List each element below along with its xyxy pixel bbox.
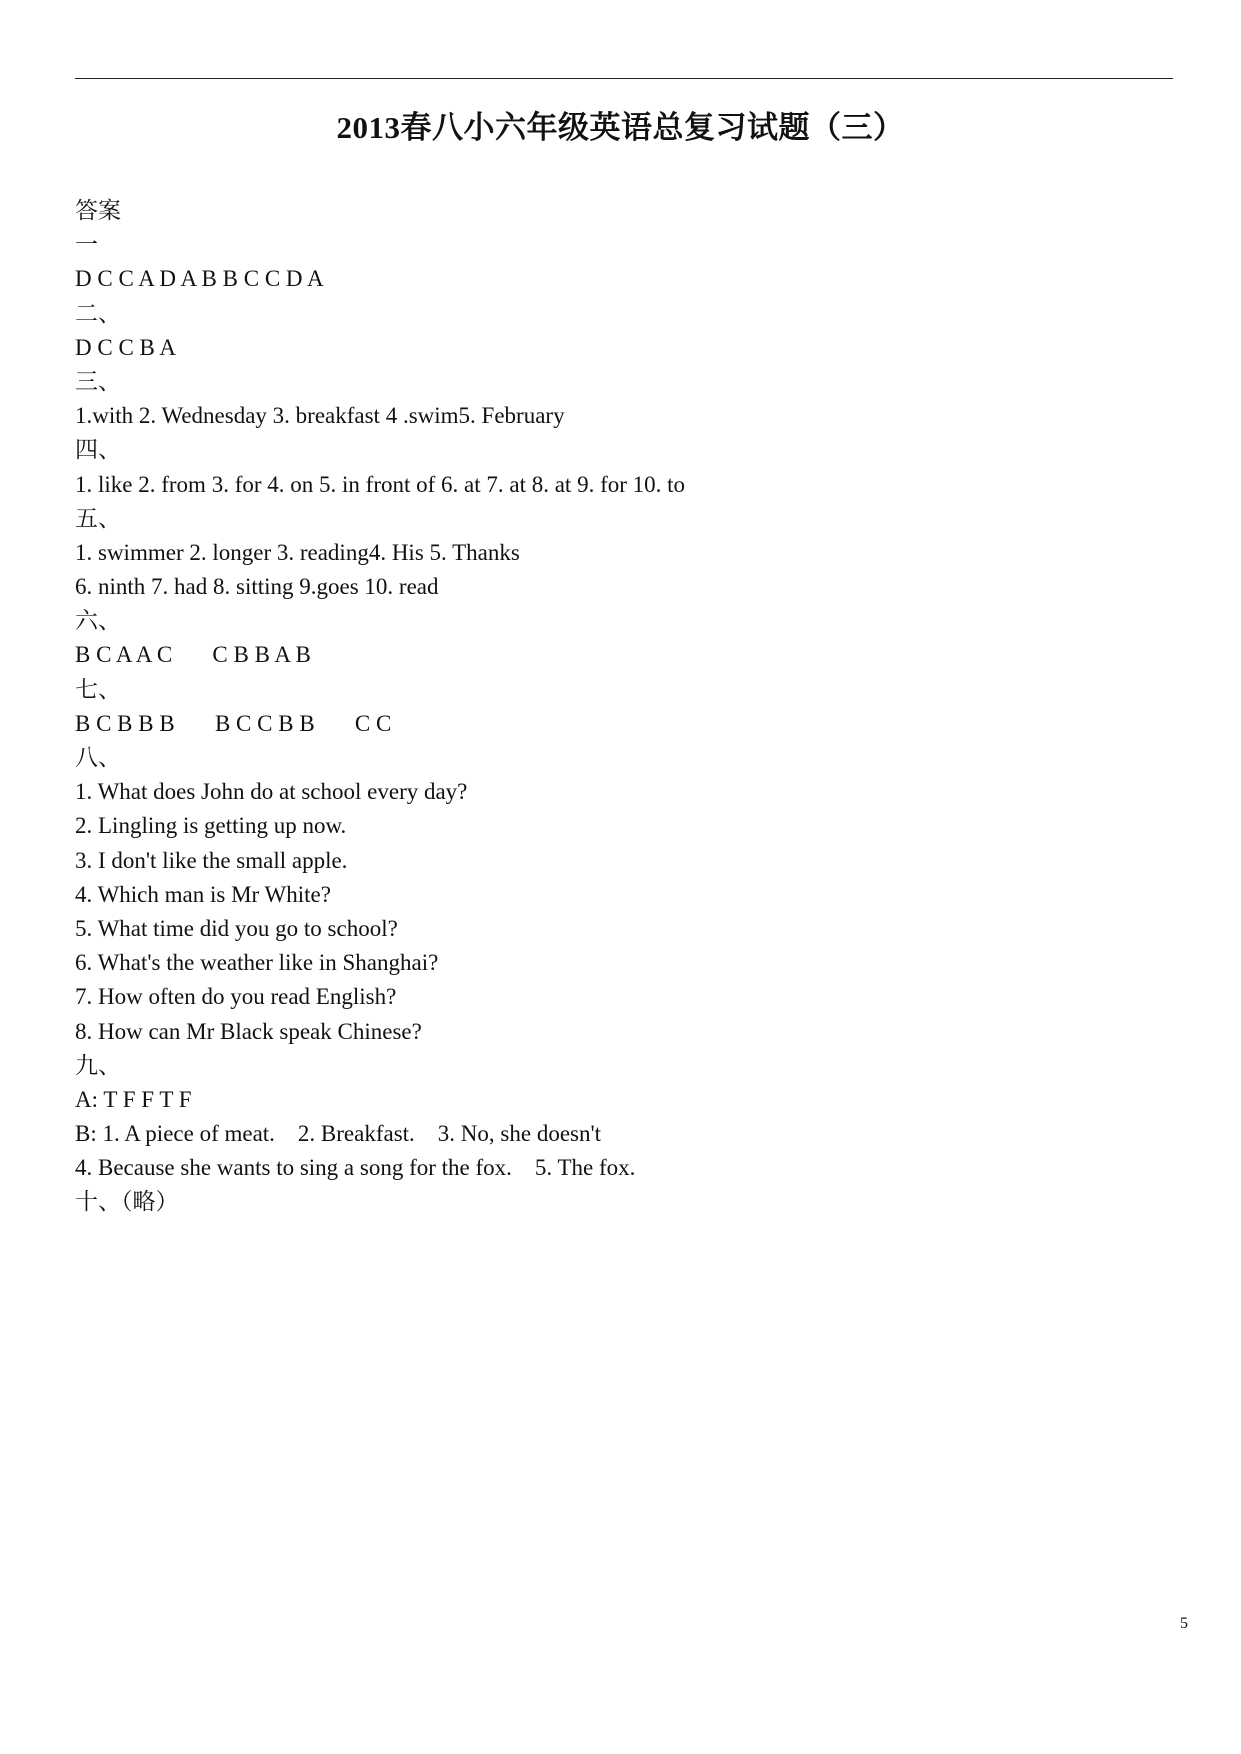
answer-line: 6. What's the weather like in Shanghai?: [75, 950, 439, 976]
answer-line: B C A A C C B B A B: [75, 642, 311, 668]
answer-heading: 答案: [75, 198, 121, 223]
section-heading-9: 九、: [75, 1052, 121, 1078]
answer-line: 8. How can Mr Black speak Chinese?: [75, 1018, 422, 1044]
section-heading-7: 七、: [75, 676, 121, 702]
page-number: 5: [1180, 1615, 1188, 1632]
answer-line: A: T F F T F: [75, 1086, 192, 1112]
answer-line: 2. Lingling is getting up now.: [75, 813, 347, 839]
section-heading-6: 六、: [75, 608, 121, 634]
section-heading-8: 八、: [75, 745, 121, 770]
answer-line: 1. What does John do at school every day?: [75, 779, 468, 805]
header-rule: [75, 78, 1173, 79]
section-heading-1: 一: [75, 232, 98, 258]
answer-line: D C C B A: [75, 334, 176, 360]
answer-line: 4. Because she wants to sing a song for the fox. 5. The fox.: [75, 1155, 636, 1181]
answer-line: 7. How often do you read English?: [75, 984, 397, 1010]
section-heading-2: 二、: [75, 300, 121, 326]
answer-line: 5. What time did you go to school?: [75, 915, 398, 941]
answer-line: 1. like 2. from 3. for 4. on 5. in front of 6. at 7. at 8. at 9. for 10. to: [75, 471, 686, 497]
answer-line: 1.with 2. Wednesday 3. breakfast 4 .swim5. February: [75, 403, 565, 429]
answer-content: [75, 194, 1173, 1220]
section-heading-4: 四、: [75, 437, 121, 463]
answer-line: D C C A D A B B C C D A: [75, 266, 324, 292]
section-heading-5: 五、: [75, 505, 121, 531]
section-heading-3: 三、: [75, 368, 121, 394]
answer-line: B: 1. A piece of meat. 2. Breakfast. 3. No, she doesn't: [75, 1121, 602, 1147]
section-heading-10: 十、（略）: [75, 1189, 179, 1215]
answer-line: 6. ninth 7. had 8. sitting 9.goes 10. read: [75, 574, 439, 600]
answer-line: 3. I don't like the small apple.: [75, 847, 348, 873]
answer-line: 4. Which man is Mr White?: [75, 881, 331, 907]
answer-line: 1. swimmer 2. longer 3. reading4. His 5. Thanks: [75, 539, 520, 565]
document-title: 2013春八小六年级英语总复习试题（三）: [336, 110, 905, 145]
answer-line: B C B B B B C C B B C C: [75, 710, 392, 736]
